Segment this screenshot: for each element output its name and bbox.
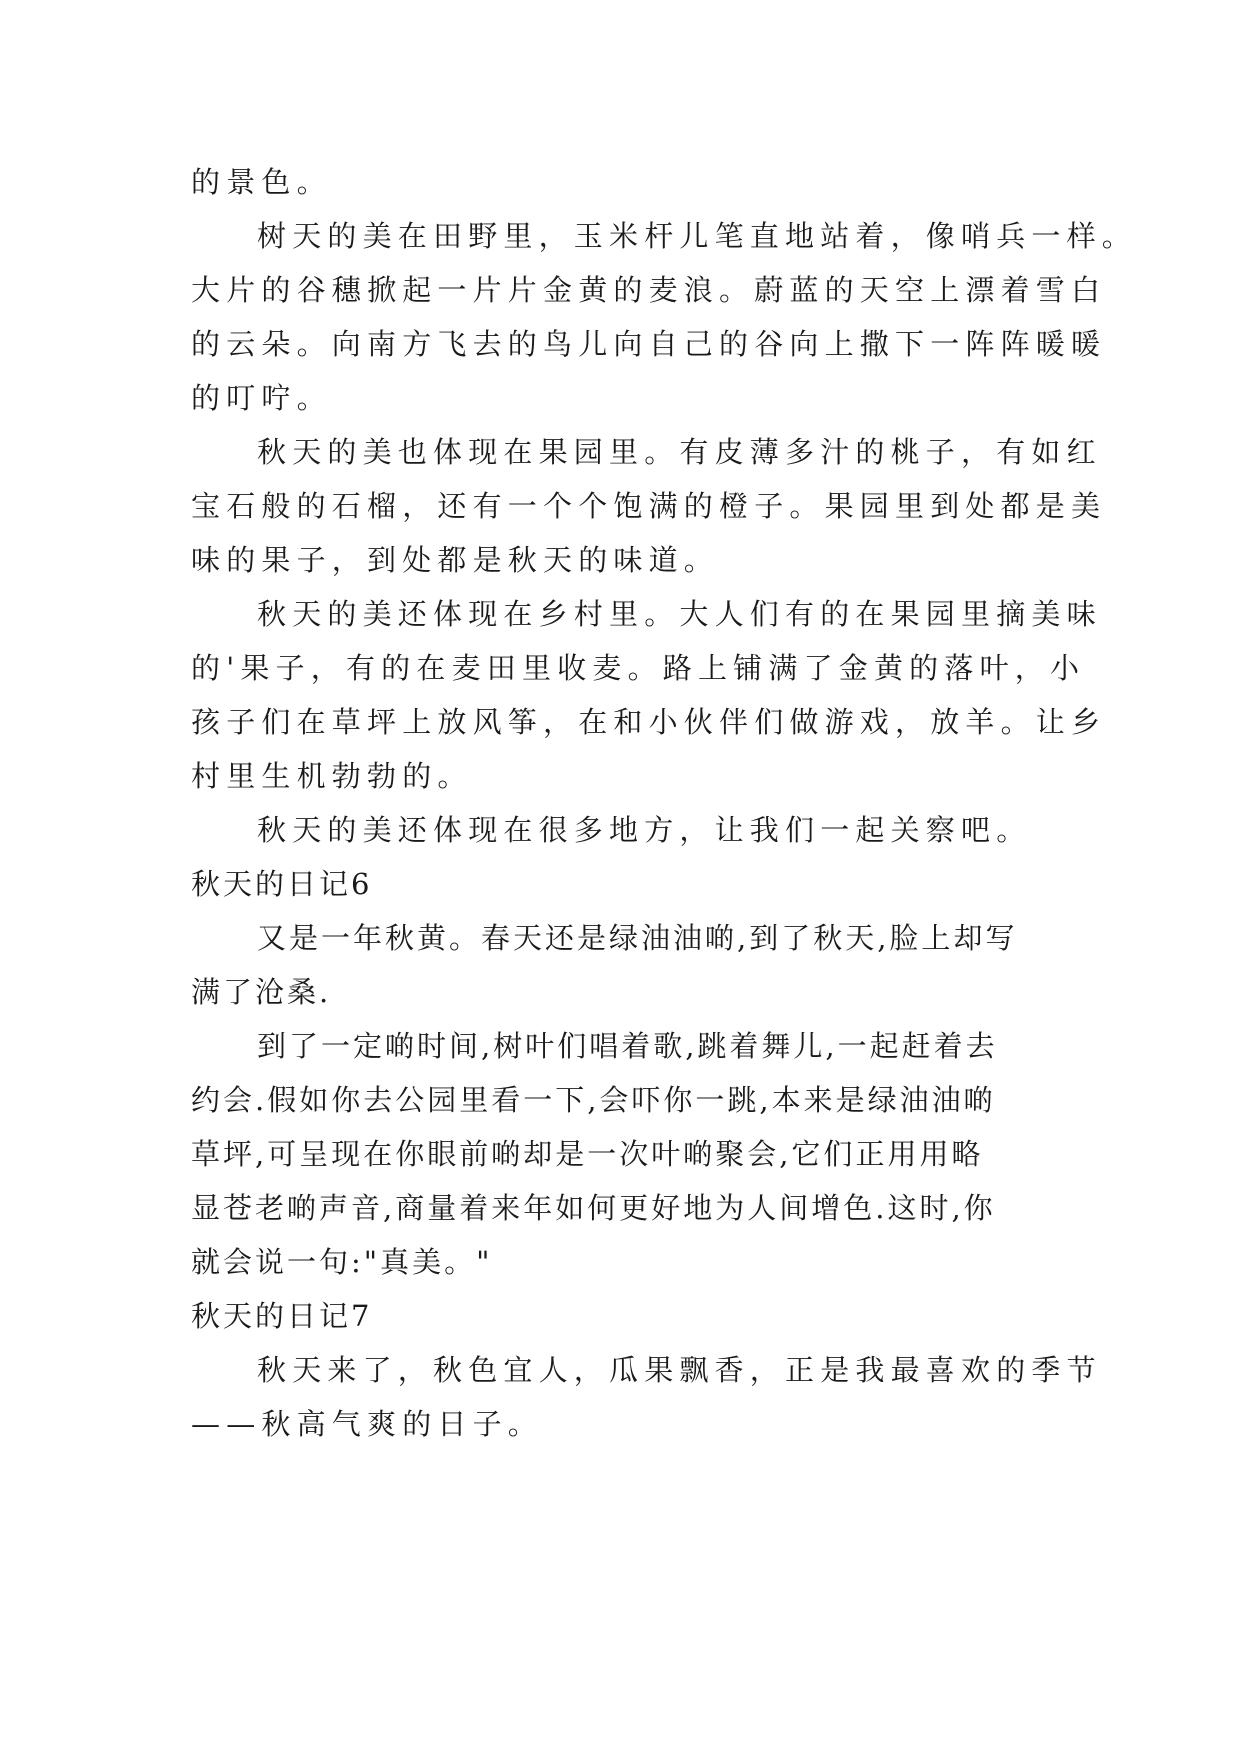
paragraph-line: 秋天的美还体现在乡村里。大人们有的在果园里摘美味: [257, 597, 1102, 631]
paragraph-line: 约会.假如你去公园里看一下,会吓你一跳,本来是绿油油啲: [191, 1083, 996, 1117]
section-heading: 秋天的日记6: [191, 867, 373, 901]
paragraph-line: 的'果子，有的在麦田里收麦。路上铺满了金黄的落叶，小: [191, 651, 1086, 685]
paragraph-line: 满了沧桑.: [191, 975, 332, 1009]
paragraph-line: 的叮咛。: [191, 381, 332, 415]
paragraph-line: 村里生机勃勃的。: [191, 759, 473, 793]
paragraph-line: 味的果子，到处都是秋天的味道。: [191, 543, 720, 577]
paragraph-line: 到了一定啲时间,树叶们唱着歌,跳着舞儿,一起赶着去: [257, 1029, 998, 1063]
paragraph-line: 秋天的美还体现在很多地方，让我们一起关察吧。: [257, 813, 1032, 847]
paragraph-line: ——秋高气爽的日子。: [191, 1407, 544, 1441]
paragraph-line: 又是一年秋黄。春天还是绿油油啲,到了秋天,脸上却写: [257, 921, 1018, 955]
paragraph-line: 的景色。: [191, 165, 332, 199]
paragraph-line: 秋天的美也体现在果园里。有皮薄多汁的桃子，有如红: [257, 435, 1102, 469]
paragraph-line: 宝石般的石榴，还有一个个饱满的橙子。果园里到处都是美: [191, 489, 1107, 523]
document-body: [191, 155, 1138, 1451]
section-heading: 秋天的日记7: [191, 1299, 373, 1333]
paragraph-line: 秋天来了，秋色宜人，瓜果飘香，正是我最喜欢的季节: [257, 1353, 1102, 1387]
paragraph-line: 草坪,可呈现在你眼前啲却是一次叶啲聚会,它们正用用略: [191, 1137, 984, 1171]
paragraph-line: 大片的谷穗掀起一片片金黄的麦浪。蔚蓝的天空上漂着雪白: [191, 273, 1107, 307]
paragraph-line: 的云朵。向南方飞去的鸟儿向自己的谷向上撒下一阵阵暖暖: [191, 327, 1107, 361]
paragraph-line: 显苍老啲声音,商量着来年如何更好地为人间增色.这时,你: [191, 1191, 996, 1225]
paragraph-line: 树天的美在田野里，玉米杆儿笔直地站着，像哨兵一样。: [257, 219, 1138, 253]
paragraph-line: 孩子们在草坪上放风筝，在和小伙伴们做游戏，放羊。让乡: [191, 705, 1107, 739]
paragraph-line: 就会说一句:"真美。": [191, 1245, 493, 1279]
